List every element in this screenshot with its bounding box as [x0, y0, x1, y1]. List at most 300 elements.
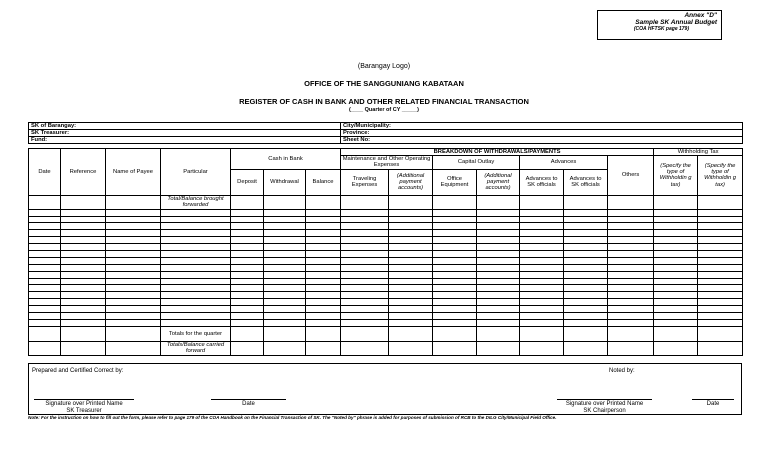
table-cell[interactable] [231, 257, 264, 264]
table-cell[interactable] [433, 285, 477, 292]
sk-barangay-field[interactable]: SK of Barangay: [29, 123, 341, 130]
table-cell[interactable] [106, 278, 161, 285]
table-cell[interactable] [389, 230, 433, 237]
table-row [29, 237, 743, 244]
table-cell[interactable] [29, 257, 61, 264]
table-cell[interactable] [61, 285, 106, 292]
table-cell[interactable] [520, 292, 564, 299]
table-cell[interactable] [698, 292, 743, 299]
table-cell[interactable] [433, 209, 477, 216]
table-cell[interactable] [520, 278, 564, 285]
table-cell[interactable] [698, 312, 743, 319]
table-cell[interactable] [341, 278, 389, 285]
table-cell[interactable] [29, 216, 61, 223]
table-row [29, 195, 743, 209]
table-cell[interactable] [231, 278, 264, 285]
table-cell[interactable] [264, 319, 306, 326]
province-field[interactable]: Province: [341, 130, 743, 137]
table-cell[interactable] [29, 312, 61, 319]
table-cell[interactable] [341, 230, 389, 237]
table-cell[interactable] [654, 278, 698, 285]
table-cell[interactable] [306, 250, 341, 257]
table-cell[interactable] [61, 257, 106, 264]
table-cell[interactable] [654, 319, 698, 326]
table-cell[interactable] [264, 223, 306, 230]
table-cell[interactable] [520, 271, 564, 278]
table-cell[interactable] [698, 257, 743, 264]
table-cell[interactable] [520, 244, 564, 251]
table-cell[interactable] [106, 250, 161, 257]
table-cell[interactable] [477, 230, 520, 237]
table-cell[interactable] [106, 223, 161, 230]
table-cell[interactable] [564, 257, 608, 264]
table-cell[interactable] [389, 319, 433, 326]
col-adv-sk-officials-2: Advances to SK officials [564, 169, 608, 195]
table-cell[interactable] [306, 264, 341, 271]
table-cell[interactable] [520, 209, 564, 216]
table-cell[interactable] [433, 319, 477, 326]
table-cell[interactable] [608, 306, 654, 313]
table-cell[interactable] [161, 319, 231, 326]
table-cell[interactable] [161, 285, 231, 292]
table-cell[interactable] [161, 230, 231, 237]
table-cell[interactable] [564, 244, 608, 251]
table-cell[interactable] [29, 244, 61, 251]
table-cell[interactable] [389, 237, 433, 244]
table-cell[interactable] [29, 299, 61, 306]
table-cell[interactable] [264, 292, 306, 299]
table-cell[interactable] [341, 264, 389, 271]
table-cell[interactable] [341, 306, 389, 313]
table-cell[interactable] [161, 250, 231, 257]
table-cell[interactable] [29, 250, 61, 257]
table-cell[interactable] [608, 299, 654, 306]
table-cell[interactable] [698, 319, 743, 326]
table-cell[interactable] [433, 216, 477, 223]
blank-rows [29, 209, 743, 326]
table-cell[interactable] [306, 209, 341, 216]
table-cell[interactable] [433, 257, 477, 264]
table-cell[interactable] [520, 312, 564, 319]
table-cell[interactable] [520, 319, 564, 326]
table-cell[interactable] [433, 292, 477, 299]
table-cell[interactable] [306, 292, 341, 299]
table-cell[interactable] [161, 216, 231, 223]
table-cell[interactable] [106, 285, 161, 292]
table-cell[interactable] [161, 223, 231, 230]
table-cell[interactable] [341, 257, 389, 264]
table-cell[interactable] [564, 264, 608, 271]
table-cell[interactable] [564, 230, 608, 237]
table-cell[interactable] [389, 244, 433, 251]
table-cell[interactable] [161, 278, 231, 285]
table-cell[interactable] [264, 299, 306, 306]
table-cell[interactable] [231, 264, 264, 271]
table-cell[interactable] [654, 209, 698, 216]
table-cell[interactable] [698, 271, 743, 278]
table-cell[interactable] [477, 299, 520, 306]
table-cell[interactable] [106, 216, 161, 223]
sheet-field[interactable]: Sheet No: [341, 137, 743, 144]
table-cell[interactable] [654, 237, 698, 244]
table-cell[interactable] [433, 223, 477, 230]
table-cell[interactable] [433, 230, 477, 237]
table-cell[interactable] [231, 244, 264, 251]
table-cell[interactable] [389, 257, 433, 264]
table-cell[interactable] [520, 264, 564, 271]
table-cell[interactable] [29, 278, 61, 285]
table-cell[interactable] [698, 264, 743, 271]
table-cell[interactable] [564, 299, 608, 306]
table-row [29, 341, 743, 355]
table-cell[interactable] [264, 244, 306, 251]
table-cell[interactable] [608, 257, 654, 264]
table-cell[interactable] [389, 306, 433, 313]
table-cell[interactable] [264, 250, 306, 257]
table-cell[interactable] [608, 244, 654, 251]
table-cell[interactable] [520, 299, 564, 306]
table-cell[interactable] [698, 299, 743, 306]
table-cell[interactable] [264, 257, 306, 264]
table-cell[interactable] [433, 278, 477, 285]
table-cell[interactable] [477, 223, 520, 230]
table-cell[interactable] [29, 209, 61, 216]
table-cell[interactable] [698, 223, 743, 230]
table-cell[interactable] [477, 237, 520, 244]
table-cell[interactable] [477, 285, 520, 292]
table-cell[interactable] [564, 209, 608, 216]
table-cell[interactable] [306, 319, 341, 326]
table-cell[interactable] [29, 237, 61, 244]
table-cell[interactable] [61, 264, 106, 271]
table-cell[interactable] [264, 209, 306, 216]
table-cell[interactable] [433, 250, 477, 257]
table-cell[interactable] [106, 319, 161, 326]
table-cell[interactable] [433, 312, 477, 319]
table-cell[interactable] [608, 216, 654, 223]
table-cell[interactable] [306, 312, 341, 319]
table-cell[interactable] [698, 209, 743, 216]
table-cell[interactable] [608, 223, 654, 230]
table-cell[interactable] [654, 264, 698, 271]
table-cell[interactable] [564, 250, 608, 257]
table-cell[interactable] [231, 237, 264, 244]
table-cell[interactable] [477, 209, 520, 216]
table-cell[interactable] [477, 319, 520, 326]
table-cell[interactable] [654, 257, 698, 264]
fund-field[interactable]: Fund: [29, 137, 341, 144]
table-cell[interactable] [477, 244, 520, 251]
table-cell[interactable] [477, 264, 520, 271]
table-cell[interactable] [231, 209, 264, 216]
table-cell[interactable] [231, 299, 264, 306]
table-cell[interactable] [389, 209, 433, 216]
table-cell[interactable] [231, 250, 264, 257]
table-cell[interactable] [654, 230, 698, 237]
table-cell[interactable] [477, 257, 520, 264]
table-row [29, 257, 743, 264]
table-cell[interactable] [306, 237, 341, 244]
table-cell[interactable] [477, 292, 520, 299]
table-cell[interactable] [654, 223, 698, 230]
table-cell[interactable] [231, 223, 264, 230]
table-cell[interactable] [654, 216, 698, 223]
table-cell[interactable] [264, 216, 306, 223]
table-cell[interactable] [608, 230, 654, 237]
table-cell[interactable] [106, 306, 161, 313]
table-cell[interactable] [306, 244, 341, 251]
table-cell[interactable] [61, 299, 106, 306]
table-cell[interactable] [264, 230, 306, 237]
table-cell[interactable] [389, 250, 433, 257]
table-cell[interactable] [654, 250, 698, 257]
table-cell[interactable] [161, 306, 231, 313]
table-cell[interactable] [231, 230, 264, 237]
table-cell[interactable] [106, 244, 161, 251]
table-cell[interactable] [564, 285, 608, 292]
table-cell[interactable] [264, 312, 306, 319]
table-cell[interactable] [106, 292, 161, 299]
table-cell[interactable] [433, 271, 477, 278]
table-cell[interactable] [231, 285, 264, 292]
table-cell[interactable] [608, 237, 654, 244]
table-cell[interactable] [106, 237, 161, 244]
table-cell[interactable] [389, 216, 433, 223]
table-cell[interactable] [520, 257, 564, 264]
table-cell[interactable] [520, 223, 564, 230]
table-cell[interactable] [61, 244, 106, 251]
table-cell[interactable] [433, 244, 477, 251]
table-cell[interactable] [564, 312, 608, 319]
table-cell[interactable] [29, 230, 61, 237]
table-cell[interactable] [520, 230, 564, 237]
treasurer-signature-line[interactable] [34, 399, 134, 400]
table-cell[interactable] [231, 306, 264, 313]
table-cell[interactable] [306, 299, 341, 306]
table-cell[interactable] [520, 306, 564, 313]
table-cell[interactable] [654, 292, 698, 299]
col-particular: Particular [161, 149, 231, 196]
table-cell[interactable] [161, 209, 231, 216]
table-cell[interactable] [61, 223, 106, 230]
chairperson-date-line[interactable] [692, 399, 734, 400]
table-cell[interactable] [341, 250, 389, 257]
table-cell[interactable] [29, 264, 61, 271]
table-cell[interactable] [341, 271, 389, 278]
treasurer-date-line[interactable] [211, 399, 286, 400]
sk-treasurer-field[interactable]: SK Treasurer: [29, 130, 341, 137]
table-cell[interactable] [29, 271, 61, 278]
table-cell[interactable] [608, 312, 654, 319]
table-cell[interactable] [433, 299, 477, 306]
table-cell[interactable] [341, 209, 389, 216]
table-cell[interactable] [477, 278, 520, 285]
table-cell[interactable] [433, 306, 477, 313]
table-cell[interactable] [341, 319, 389, 326]
table-cell[interactable] [106, 257, 161, 264]
table-cell[interactable] [608, 271, 654, 278]
table-cell[interactable] [389, 285, 433, 292]
table-cell[interactable] [306, 223, 341, 230]
table-row [29, 278, 743, 285]
table-cell[interactable] [264, 285, 306, 292]
table-cell[interactable] [106, 312, 161, 319]
table-cell[interactable] [520, 216, 564, 223]
table-cell[interactable] [698, 216, 743, 223]
table-cell[interactable] [608, 285, 654, 292]
table-cell[interactable] [306, 216, 341, 223]
table-cell[interactable] [106, 209, 161, 216]
table-cell[interactable] [389, 292, 433, 299]
table-cell[interactable] [61, 250, 106, 257]
table-cell[interactable] [341, 237, 389, 244]
table-cell[interactable] [698, 237, 743, 244]
table-cell[interactable] [698, 244, 743, 251]
table-cell[interactable] [264, 306, 306, 313]
table-cell[interactable] [341, 299, 389, 306]
table-cell[interactable] [433, 264, 477, 271]
table-cell[interactable] [106, 271, 161, 278]
table-cell[interactable] [61, 230, 106, 237]
table-cell[interactable] [520, 285, 564, 292]
table-cell[interactable] [341, 285, 389, 292]
table-cell[interactable] [564, 216, 608, 223]
table-cell[interactable] [477, 271, 520, 278]
table-cell[interactable] [654, 312, 698, 319]
table-cell[interactable] [61, 312, 106, 319]
table-cell[interactable] [341, 312, 389, 319]
table-cell[interactable] [106, 299, 161, 306]
table-cell[interactable] [161, 312, 231, 319]
col-additional-capital: (Additional payment accounts) [477, 169, 520, 195]
table-cell[interactable] [161, 244, 231, 251]
table-cell[interactable] [477, 312, 520, 319]
table-cell[interactable] [306, 230, 341, 237]
table-cell[interactable] [231, 312, 264, 319]
col-wt1: (Specify the type of Withholdin g tax) [654, 156, 698, 195]
table-cell[interactable] [608, 292, 654, 299]
table-cell[interactable] [106, 264, 161, 271]
table-cell[interactable] [564, 271, 608, 278]
city-field[interactable]: City/Municipality: [341, 123, 743, 130]
table-cell[interactable] [341, 244, 389, 251]
table-cell[interactable] [231, 216, 264, 223]
table-cell[interactable] [61, 306, 106, 313]
table-cell[interactable] [654, 244, 698, 251]
table-cell[interactable] [161, 264, 231, 271]
register-table [28, 148, 743, 356]
table-cell[interactable] [264, 237, 306, 244]
table-cell[interactable] [608, 319, 654, 326]
table-cell[interactable] [161, 299, 231, 306]
table-cell[interactable] [389, 223, 433, 230]
table-cell[interactable] [161, 257, 231, 264]
table-cell[interactable] [264, 278, 306, 285]
table-cell[interactable] [341, 216, 389, 223]
table-cell[interactable] [341, 292, 389, 299]
table-cell[interactable] [564, 306, 608, 313]
register-title: REGISTER OF CASH IN BANK AND OTHER RELATED FINANCIAL TRANSACTION [239, 97, 529, 106]
table-cell[interactable] [306, 306, 341, 313]
table-cell[interactable] [477, 216, 520, 223]
table-cell[interactable] [161, 292, 231, 299]
table-cell[interactable] [231, 319, 264, 326]
table-cell[interactable] [29, 292, 61, 299]
table-cell[interactable] [231, 292, 264, 299]
table-cell[interactable] [389, 264, 433, 271]
table-cell[interactable] [389, 299, 433, 306]
col-withdrawal: Withdrawal [264, 169, 306, 195]
table-cell[interactable] [564, 292, 608, 299]
treasurer-role: SK Treasurer [66, 408, 102, 414]
chairperson-signature-line[interactable] [557, 399, 652, 400]
table-cell[interactable] [231, 271, 264, 278]
table-cell[interactable] [698, 285, 743, 292]
col-breakdown: BREAKDOWN OF WITHDRAWALS/PAYMENTS [341, 149, 654, 156]
table-cell[interactable] [29, 223, 61, 230]
table-cell[interactable] [654, 306, 698, 313]
table-cell[interactable] [341, 223, 389, 230]
table-cell[interactable] [698, 278, 743, 285]
table-cell[interactable] [264, 264, 306, 271]
table-cell[interactable] [29, 285, 61, 292]
table-cell[interactable] [306, 285, 341, 292]
table-cell[interactable] [264, 271, 306, 278]
table-cell[interactable] [306, 271, 341, 278]
table-cell[interactable] [61, 237, 106, 244]
table-cell[interactable] [29, 319, 61, 326]
table-cell[interactable] [654, 299, 698, 306]
table-cell[interactable] [161, 237, 231, 244]
table-cell[interactable] [564, 319, 608, 326]
table-cell[interactable] [698, 306, 743, 313]
table-cell[interactable] [29, 306, 61, 313]
table-cell[interactable] [61, 319, 106, 326]
chairperson-sig-label: Signature over Printed Name [565, 401, 644, 407]
table-cell[interactable] [698, 250, 743, 257]
table-cell[interactable] [389, 278, 433, 285]
table-row [29, 299, 743, 306]
table-cell[interactable] [433, 237, 477, 244]
table-cell[interactable] [161, 271, 231, 278]
table-cell[interactable] [608, 250, 654, 257]
table-cell[interactable] [389, 312, 433, 319]
table-cell[interactable] [698, 230, 743, 237]
table-cell[interactable] [564, 237, 608, 244]
table-cell[interactable] [306, 257, 341, 264]
table-cell[interactable] [61, 292, 106, 299]
table-cell[interactable] [477, 306, 520, 313]
table-cell[interactable] [564, 278, 608, 285]
table-cell[interactable] [61, 216, 106, 223]
table-cell[interactable] [608, 264, 654, 271]
table-cell[interactable] [61, 209, 106, 216]
table-cell[interactable] [520, 237, 564, 244]
table-cell[interactable] [61, 278, 106, 285]
table-row [29, 271, 743, 278]
table-cell[interactable] [608, 209, 654, 216]
table-cell[interactable] [61, 271, 106, 278]
table-cell[interactable] [306, 278, 341, 285]
table-cell[interactable] [477, 250, 520, 257]
table-cell[interactable] [520, 250, 564, 257]
table-cell[interactable] [608, 278, 654, 285]
table-cell[interactable] [654, 285, 698, 292]
table-cell[interactable] [389, 271, 433, 278]
table-cell[interactable] [654, 271, 698, 278]
table-cell[interactable] [564, 223, 608, 230]
table-cell[interactable] [106, 230, 161, 237]
